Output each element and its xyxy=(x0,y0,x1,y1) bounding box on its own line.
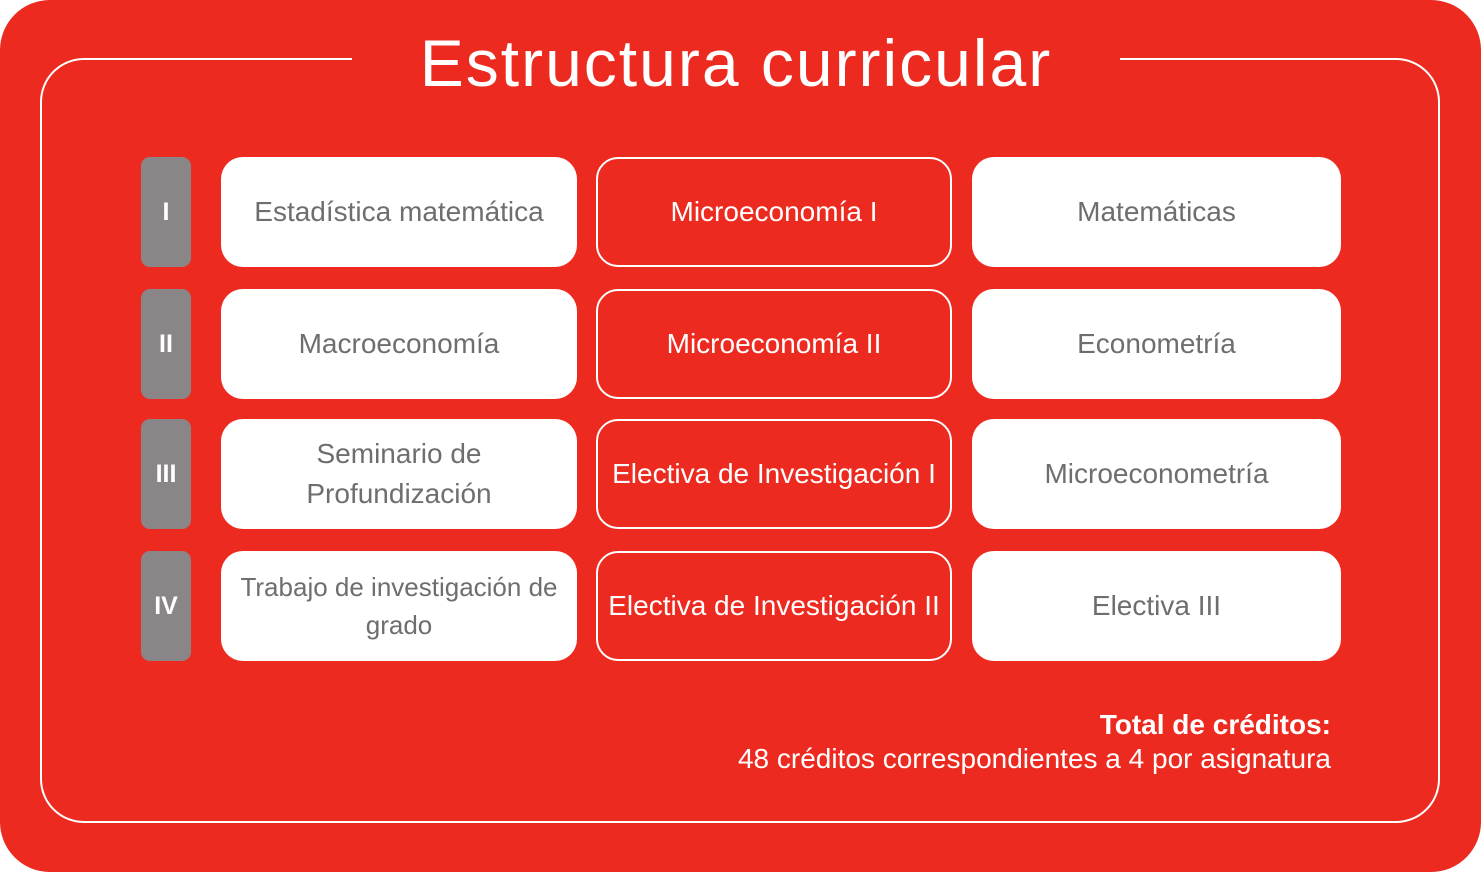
course-microeconomia-1: Microeconomía I xyxy=(596,157,952,267)
course-macroeconomia: Macroeconomía xyxy=(221,289,577,399)
course-estadistica-matematica: Estadística matemática xyxy=(221,157,577,267)
course-econometria: Econometría xyxy=(972,289,1341,399)
semester-numeral-2: II xyxy=(141,289,191,399)
course-electiva-investigacion-1: Electiva de Investigación I xyxy=(596,419,952,529)
course-microeconometria: Microeconometría xyxy=(972,419,1341,529)
course-electiva-3: Electiva III xyxy=(972,551,1341,661)
semester-numeral-3: III xyxy=(141,419,191,529)
semester-numeral-1: I xyxy=(141,157,191,267)
credits-detail: 48 créditos correspondientes a 4 por asignatura xyxy=(737,743,1331,774)
credits-heading: Total de créditos: xyxy=(1099,709,1331,740)
course-trabajo-investigacion-grado: Trabajo de investigación de grado xyxy=(221,551,577,661)
course-electiva-investigacion-2: Electiva de Investigación II xyxy=(596,551,952,661)
page-title: Estructura curricular xyxy=(352,22,1120,104)
course-matematicas: Matemáticas xyxy=(972,157,1341,267)
semester-numeral-4: IV xyxy=(141,551,191,661)
course-microeconomia-2: Microeconomía II xyxy=(596,289,952,399)
credits-summary xyxy=(738,708,1331,776)
course-seminario-profundizacion: Seminario de Profundización xyxy=(221,419,577,529)
